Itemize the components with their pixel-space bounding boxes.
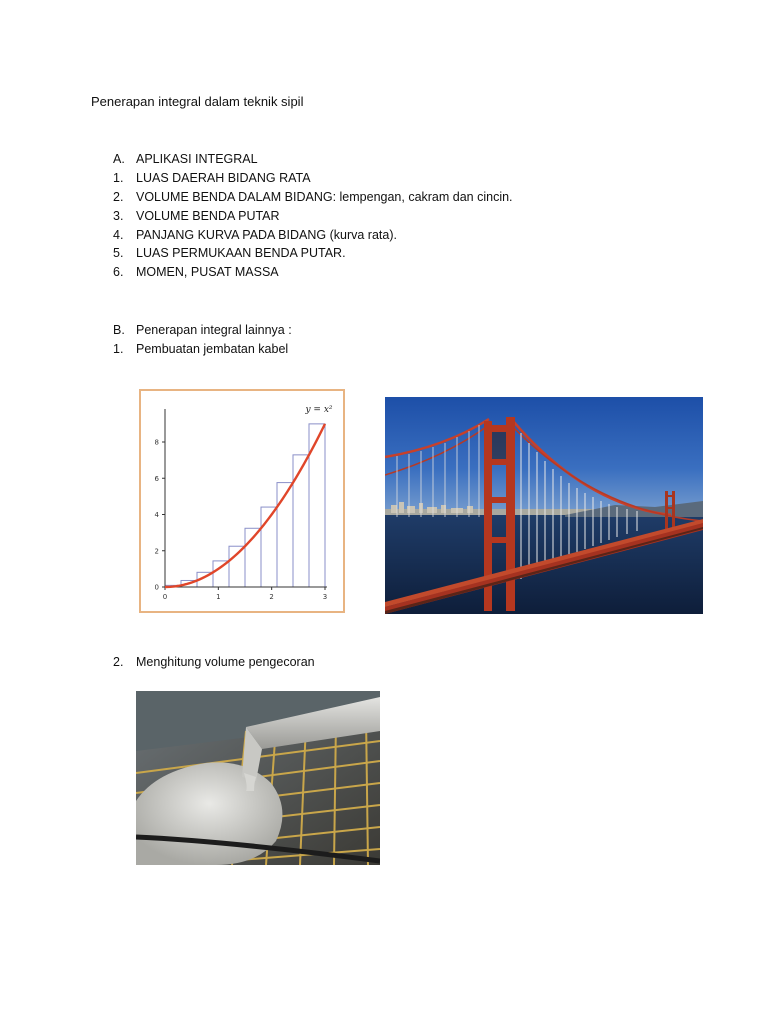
list-text: LUAS DAERAH BIDANG RATA <box>136 171 311 185</box>
list-marker: 4. <box>113 228 124 242</box>
section-b-heading <box>113 323 292 337</box>
section-a-heading <box>113 152 258 166</box>
list-text: PANJANG KURVA PADA BIDANG (kurva rata). <box>136 228 397 242</box>
list-text: LUAS PERMUKAAN BENDA PUTAR. <box>136 246 346 260</box>
list-item <box>113 209 280 223</box>
list-item <box>113 246 346 260</box>
list-text: VOLUME BENDA PUTAR <box>136 209 280 223</box>
list-item <box>113 265 279 279</box>
list-text: Penerapan integral lainnya : <box>136 323 292 337</box>
curve-label: y = x² <box>305 405 333 415</box>
list-marker: 1. <box>113 171 124 185</box>
riemann-sum-chart <box>139 389 345 613</box>
riemann-bar <box>277 483 293 587</box>
document-title: Penerapan integral dalam teknik sipil <box>91 94 304 109</box>
suspension-bridge-photo <box>385 397 703 614</box>
chart-svg <box>141 391 343 611</box>
y-tick-label: 0 <box>154 583 159 592</box>
list-text: Pembuatan jembatan kabel <box>136 342 289 356</box>
list-marker: 5. <box>113 246 124 260</box>
list-item <box>113 342 288 356</box>
list-marker: B. <box>113 323 125 337</box>
list-item <box>113 190 513 204</box>
y-tick-label: 8 <box>154 438 159 447</box>
y-tick-label: 6 <box>154 474 159 483</box>
list-item <box>113 171 311 185</box>
riemann-bar <box>213 561 229 587</box>
list-text: Menghitung volume pengecoran <box>136 655 315 669</box>
x-tick-label: 2 <box>269 593 274 601</box>
list-text: APLIKASI INTEGRAL <box>136 152 258 166</box>
y-tick-label: 2 <box>154 547 159 556</box>
list-item <box>113 228 397 242</box>
list-marker: 3. <box>113 209 124 223</box>
x-tick-label: 1 <box>216 593 221 601</box>
riemann-bar <box>293 455 309 587</box>
x-tick-label: 0 <box>162 593 168 601</box>
list-text: MOMEN, PUSAT MASSA <box>136 265 279 279</box>
x-tick-label: 3 <box>322 593 328 601</box>
list-text: VOLUME BENDA DALAM BIDANG: lempengan, cakram dan cincin. <box>136 190 513 204</box>
list-marker: 2. <box>113 655 124 669</box>
concrete-pouring-photo <box>136 691 380 865</box>
list-marker: 6. <box>113 265 124 279</box>
list-marker: 1. <box>113 342 124 356</box>
list-marker: A. <box>113 152 125 166</box>
list-marker: 2. <box>113 190 124 204</box>
list-item <box>113 655 315 669</box>
y-tick-label: 4 <box>154 511 159 519</box>
